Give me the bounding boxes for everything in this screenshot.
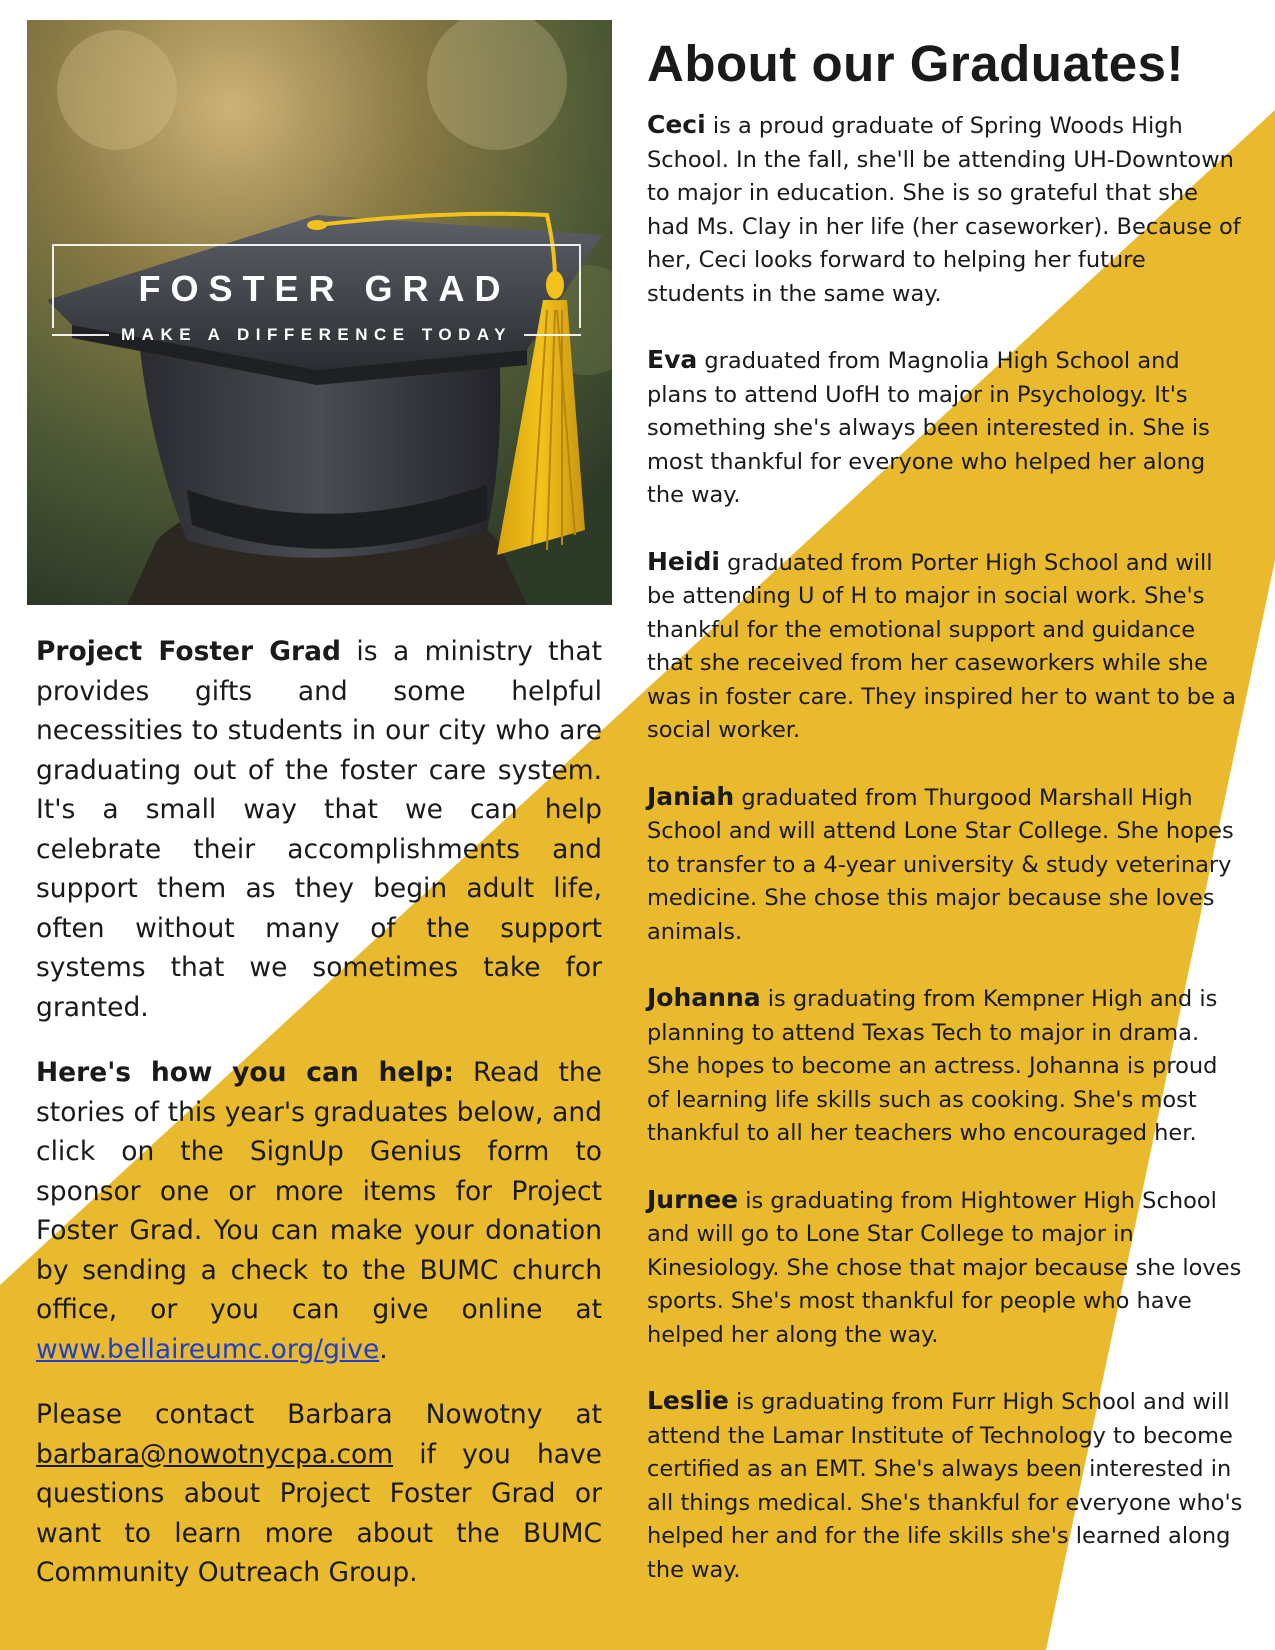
graduate-entry <box>647 1183 1243 1353</box>
graduate-name: Leslie <box>647 1386 729 1415</box>
graduate-entry <box>647 343 1243 513</box>
graduate-text: is a proud graduate of Spring Woods High School. In the fall, she'll be attending UH-Downtown to major in education. She is so grateful that she had Ms. Clay in her life (her caseworker). Because of her, Ceci looks forward to helping her future students in the same way. <box>647 113 1241 307</box>
contact-text: Please contact Barbara Nowotny at <box>36 1399 602 1430</box>
help-paragraph <box>36 1053 602 1369</box>
graduate-entry <box>647 545 1243 748</box>
graduate-entry <box>647 981 1243 1151</box>
hero-subtitle-row <box>52 325 581 345</box>
intro-text: is a ministry that provides gifts and some helpful necessities to students in our city who are graduating out of the foster care system. It's a small way that we can help celebrate their accomplishments and support them as they begin adult life, often without many of the support systems that we sometimes take for granted. <box>36 636 602 1023</box>
contact-email-link[interactable]: barbara@nowotnycpa.com <box>36 1438 394 1470</box>
graduate-text: is graduating from Hightower High School and will go to Lone Star College to major in Kinesiology. She chose that major because she loves sports. She's most thankful for people who have helped her along the way. <box>647 1187 1242 1348</box>
graduate-entry <box>647 780 1243 950</box>
help-text: Read the stories of this year's graduates below, and click on the SignUp Genius form to sponsor one or more items for Project Foster Grad. You can make your donation by sending a check to the BUMC church office, or you can give online at <box>36 1057 602 1325</box>
graduate-name: Ceci <box>647 110 706 139</box>
graduate-text: graduated from Porter High School and will be attending U of H to major in social work. She's thankful for the emotional support and guidance that she received from her caseworkers while she was in foster care. They inspired her to want to be a social worker. <box>647 549 1236 743</box>
hero-rule-left <box>52 334 109 336</box>
give-link[interactable]: www.bellaireumc.org/give <box>36 1333 380 1365</box>
graduate-text: graduated from Magnolia High School and plans to attend UofH to major in Psychology. It's something she's always been interested in. She is most thankful for everyone who helped her along the way. <box>647 348 1210 508</box>
graduate-name: Heidi <box>647 546 720 576</box>
graduate-entry <box>647 1384 1243 1587</box>
graduate-name: Jurnee <box>647 1184 739 1214</box>
hero-image <box>27 20 612 605</box>
left-column <box>36 632 602 1619</box>
help-end: . <box>379 1333 388 1365</box>
graduate-name: Janiah <box>647 781 735 811</box>
intro-paragraph <box>36 632 602 1027</box>
contact-end: if you have questions about Project Foster Grad or want to learn more about the BUMC Community Outreach Group. <box>36 1438 602 1588</box>
right-column <box>647 34 1243 1619</box>
help-heading: Here's how you can help: <box>36 1057 454 1088</box>
graduate-text: graduated from Thurgood Marshall High School and will attend Lone Star College. She hopes to transfer to a 4-year university & study veterinary medicine. She chose this major because she loves animals. <box>647 784 1234 945</box>
graduate-text: is graduating from Kempner High and is planning to attend Texas Tech to major in drama. She hopes to become an actress. Johanna is proud of learning life skills such as cooking. She's most thankful to all her teachers who encouraged her. <box>647 986 1218 1146</box>
graduate-entry <box>647 108 1243 311</box>
hero-rule-right <box>524 334 581 336</box>
graduate-text: is graduating from Furr High School and will attend the Lamar Institute of Technology to become certified as an EMT. She's always been interested in all things medical. She's thankful for everyone who's helped her and for the life skills she's learned along the way. <box>647 1389 1243 1583</box>
contact-paragraph <box>36 1395 602 1593</box>
graduate-name: Eva <box>647 345 698 374</box>
graduate-name: Johanna <box>647 983 761 1012</box>
graduates-title: About our Graduates! <box>647 35 1185 92</box>
hero-title: FOSTER GRAD <box>138 268 511 309</box>
hero-subtitle: MAKE A DIFFERENCE TODAY <box>121 325 512 344</box>
intro-bold: Project Foster Grad <box>36 636 341 667</box>
